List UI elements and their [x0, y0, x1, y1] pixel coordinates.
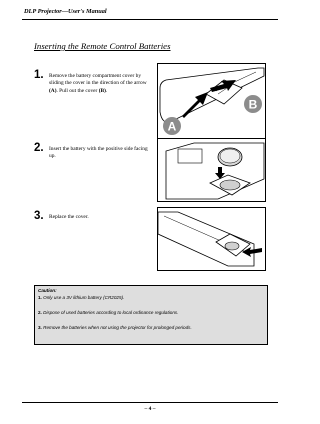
figure-replace-cover: [157, 207, 266, 271]
step-2-number: 2.: [34, 142, 44, 154]
caution-item-3: 3. Remove the batteries when not using the projector for prolonged periods.: [38, 325, 192, 330]
caution-item-1: 1. Only use a 3V lithium battery (CR2025).: [38, 295, 125, 300]
label-b-text: B: [248, 97, 258, 112]
figure-insert-battery: [157, 138, 266, 202]
header-rule: [22, 19, 278, 20]
step-3-text: Replace the cover.: [49, 214, 89, 220]
step-1-number: 1.: [34, 69, 44, 81]
figure-remove-cover: [157, 63, 266, 140]
step-3-number: 3.: [34, 210, 44, 222]
label-a-text: A: [167, 119, 177, 134]
step-1-text: Remove the battery compartment cover by sliding the cover in the direction of the arrow (A). Pull out the cover (B).: [49, 73, 147, 94]
footer-rule: [22, 402, 278, 403]
caution-item-2: 2. Dispose of used batteries according to local ordinance regulations.: [38, 310, 179, 315]
step-2-text: Insert the battery with the positive side facing up.: [49, 146, 148, 160]
page-number: – 4 –: [144, 406, 156, 412]
section-title: Inserting the Remote Control Batteries: [34, 41, 171, 51]
caution-box: [34, 285, 268, 345]
manual-header: DLP Projector—User's Manual: [24, 8, 107, 15]
caution-title: Caution:: [38, 288, 57, 293]
